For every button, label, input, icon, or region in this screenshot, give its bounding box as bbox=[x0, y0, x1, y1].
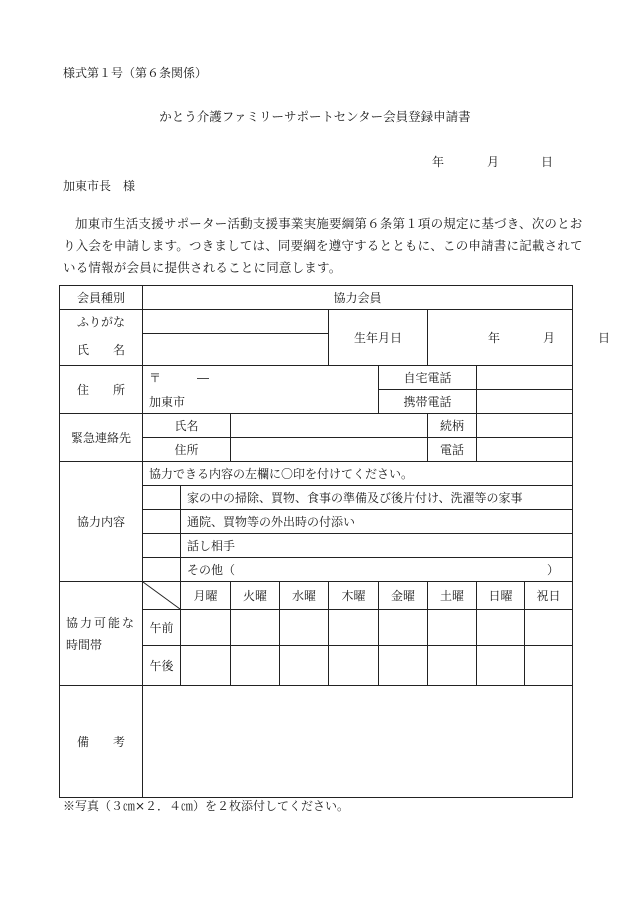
home-phone-label: 自宅電話 bbox=[379, 366, 477, 390]
pm-slot-holiday[interactable] bbox=[525, 646, 573, 686]
pm-slot-sat[interactable] bbox=[428, 646, 477, 686]
am-slot-wed[interactable] bbox=[280, 610, 329, 646]
cooperation-checkbox[interactable] bbox=[143, 510, 181, 534]
diagonal-line bbox=[143, 582, 180, 609]
cooperation-item: 通院、買物等の外出時の付添い bbox=[181, 510, 573, 534]
pm-label: 午後 bbox=[143, 646, 181, 686]
am-slot-sat[interactable] bbox=[428, 610, 477, 646]
postal-code-field[interactable]: 〒 ― bbox=[143, 366, 379, 390]
footer-note: ※写真（３㎝×２．４㎝）を２枚添付してください。 bbox=[63, 799, 350, 813]
member-type-value: 協力会員 bbox=[143, 286, 573, 310]
am-slot-thu[interactable] bbox=[329, 610, 379, 646]
member-type-label: 会員種別 bbox=[60, 286, 143, 310]
mobile-phone-label: 携帯電話 bbox=[379, 390, 477, 414]
cooperation-checkbox[interactable] bbox=[143, 486, 181, 510]
am-label: 午前 bbox=[143, 610, 181, 646]
cooperation-instruction: 協力できる内容の左欄に〇印を付けてください。 bbox=[143, 462, 573, 486]
remarks-label: 備 考 bbox=[60, 686, 143, 798]
name-label: 氏 名 bbox=[60, 334, 143, 366]
home-phone-field[interactable] bbox=[477, 366, 573, 390]
name-field[interactable] bbox=[143, 334, 329, 366]
pm-slot-sun[interactable] bbox=[477, 646, 525, 686]
emergency-phone-label: 電話 bbox=[428, 438, 477, 462]
cooperation-item-other[interactable]: その他（ ） bbox=[181, 558, 573, 582]
am-slot-mon[interactable] bbox=[181, 610, 231, 646]
emergency-phone-field[interactable] bbox=[477, 438, 573, 462]
weekday-header: 土曜 bbox=[428, 582, 477, 610]
emergency-contact-label: 緊急連絡先 bbox=[60, 414, 143, 462]
form-number: 様式第１号（第６条関係） bbox=[63, 66, 208, 80]
furigana-field[interactable] bbox=[143, 310, 329, 334]
emergency-address-label: 住所 bbox=[143, 438, 231, 462]
available-time-label-line2: 時間帯 bbox=[66, 637, 103, 652]
am-slot-sun[interactable] bbox=[477, 610, 525, 646]
diagonal-header-cell bbox=[143, 582, 181, 610]
address-label: 住 所 bbox=[60, 366, 143, 414]
birth-year-label: 年 bbox=[487, 331, 500, 345]
cooperation-item: 話し相手 bbox=[181, 534, 573, 558]
cooperation-checkbox[interactable] bbox=[143, 558, 181, 582]
cooperation-checkbox[interactable] bbox=[143, 534, 181, 558]
date-year-label: 年 bbox=[432, 155, 445, 169]
document-title: かとう介護ファミリーサポートセンター会員登録申請書 bbox=[159, 109, 471, 124]
application-form-table bbox=[59, 285, 610, 798]
emergency-relation-label: 続柄 bbox=[428, 414, 477, 438]
pm-slot-mon[interactable] bbox=[181, 646, 231, 686]
intro-paragraph: 加東市生活支援サポーター活動支援事業実施要綱第６条第１項の規定に基づき、次のとおり入会を申請します。つきましては、同要綱を遵守するとともに、この申請書に記載されている情報が会員に提供されることに同意します。 bbox=[63, 216, 583, 275]
date-day-label: 日 bbox=[541, 155, 554, 169]
emergency-relation-field[interactable] bbox=[477, 414, 573, 438]
furigana-label: ふりがな bbox=[60, 310, 143, 334]
available-time-label-line1: 協力可能な bbox=[66, 615, 137, 630]
weekday-header: 水曜 bbox=[280, 582, 329, 610]
pm-slot-fri[interactable] bbox=[379, 646, 428, 686]
birth-day-label: 日 bbox=[597, 331, 610, 345]
am-slot-tue[interactable] bbox=[231, 610, 280, 646]
pm-slot-tue[interactable] bbox=[231, 646, 280, 686]
weekday-header: 木曜 bbox=[329, 582, 379, 610]
mobile-phone-field[interactable] bbox=[477, 390, 573, 414]
birth-date-label: 生年月日 bbox=[329, 310, 428, 366]
weekday-header: 日曜 bbox=[477, 582, 525, 610]
remarks-field[interactable] bbox=[143, 686, 573, 798]
weekday-header: 月曜 bbox=[181, 582, 231, 610]
available-time-label bbox=[60, 582, 143, 686]
emergency-name-label: 氏名 bbox=[143, 414, 231, 438]
pm-slot-thu[interactable] bbox=[329, 646, 379, 686]
birth-month-label: 月 bbox=[542, 331, 555, 345]
pm-slot-wed[interactable] bbox=[280, 646, 329, 686]
emergency-name-field[interactable] bbox=[231, 414, 428, 438]
date-month-label: 月 bbox=[487, 155, 500, 169]
address-field[interactable]: 加東市 bbox=[143, 390, 379, 414]
am-slot-fri[interactable] bbox=[379, 610, 428, 646]
weekday-header: 金曜 bbox=[379, 582, 428, 610]
emergency-address-field[interactable] bbox=[231, 438, 428, 462]
am-slot-holiday[interactable] bbox=[525, 610, 573, 646]
birth-date-field[interactable] bbox=[428, 310, 610, 366]
cooperation-label: 協力内容 bbox=[60, 462, 143, 582]
addressee: 加東市長 様 bbox=[63, 179, 136, 193]
weekday-header: 火曜 bbox=[231, 582, 280, 610]
weekday-header: 祝日 bbox=[525, 582, 573, 610]
cooperation-item: 家の中の掃除、買物、食事の準備及び後片付け、洗濯等の家事 bbox=[181, 486, 573, 510]
